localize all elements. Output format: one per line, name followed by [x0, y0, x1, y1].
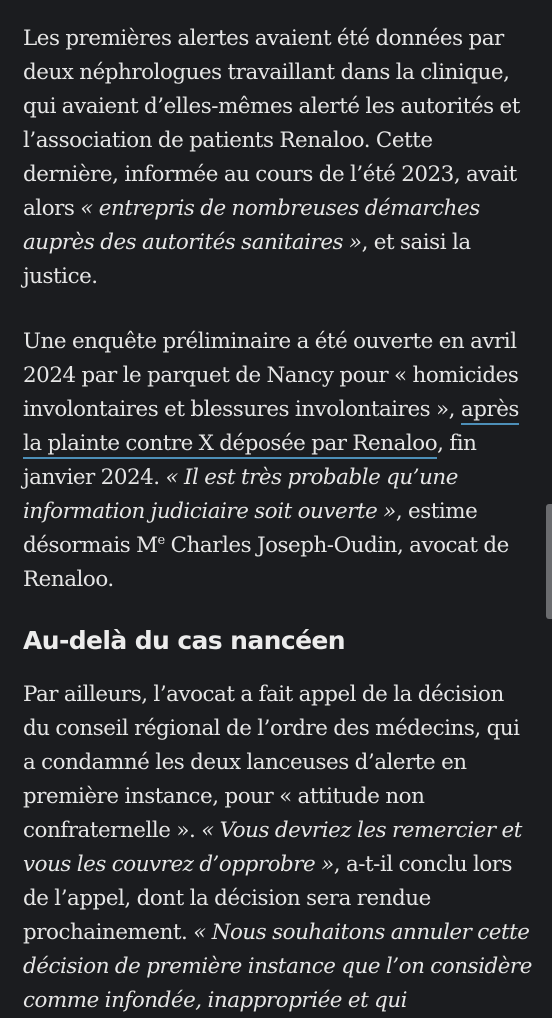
complaint-link[interactable]: après la plainte contre X déposée par Renaloo	[23, 397, 519, 459]
scrollbar-thumb[interactable]	[546, 504, 552, 619]
article-paragraph	[23, 325, 533, 597]
paragraph-text: , estime désormais M	[23, 499, 478, 558]
paragraph-text: Une enquête préliminaire a été ouverte en avril 2024 par le parquet de Nancy pour « homicides involontaires et blessures involontaires »,	[23, 329, 519, 422]
quote: « entrepris de nombreuses démarches auprès des autorités sanitaires »	[23, 196, 480, 255]
article-body	[23, 22, 533, 1018]
paragraph-text: , fin janvier 2024.	[23, 431, 477, 490]
quote: « Nous souhaitons annuler cette décision de première instance que l’on considère comme infondée, inappropriée et qui	[23, 920, 532, 1013]
paragraph-text: Les premières alertes avaient été données par deux néphrologues travaillant dans la clinique, qui avaient d’elles-mêmes alerté les autorités et l’association de patients Renaloo. Cette dernière, informée au cours de l’été 2023, avait alors	[23, 26, 520, 221]
paragraph-text: , et saisi la justice.	[23, 230, 471, 289]
article-paragraph	[23, 22, 533, 294]
article-paragraph	[23, 678, 533, 1018]
paragraph-text: Charles Joseph-Oudin, avocat de Renaloo.	[23, 533, 509, 592]
title-abbreviation: e	[157, 533, 165, 548]
section-heading: Au-delà du cas nancéen	[23, 626, 345, 655]
paragraph-text: , a-t-il conclu lors de l’appel, dont la décision sera rendue prochainement.	[23, 852, 513, 945]
quote: « Il est très probable qu’une information judiciaire soit ouverte »	[23, 465, 458, 524]
quote: « Vous devriez les remercier et vous les couvrez d’opprobre »	[23, 818, 522, 877]
paragraph-text: Par ailleurs, l’avocat a fait appel de la décision du conseil régional de l’ordre des médecins, qui a condamné les deux lanceuses d’alerte en première instance, pour « attitude non confraternelle ».	[23, 682, 520, 843]
